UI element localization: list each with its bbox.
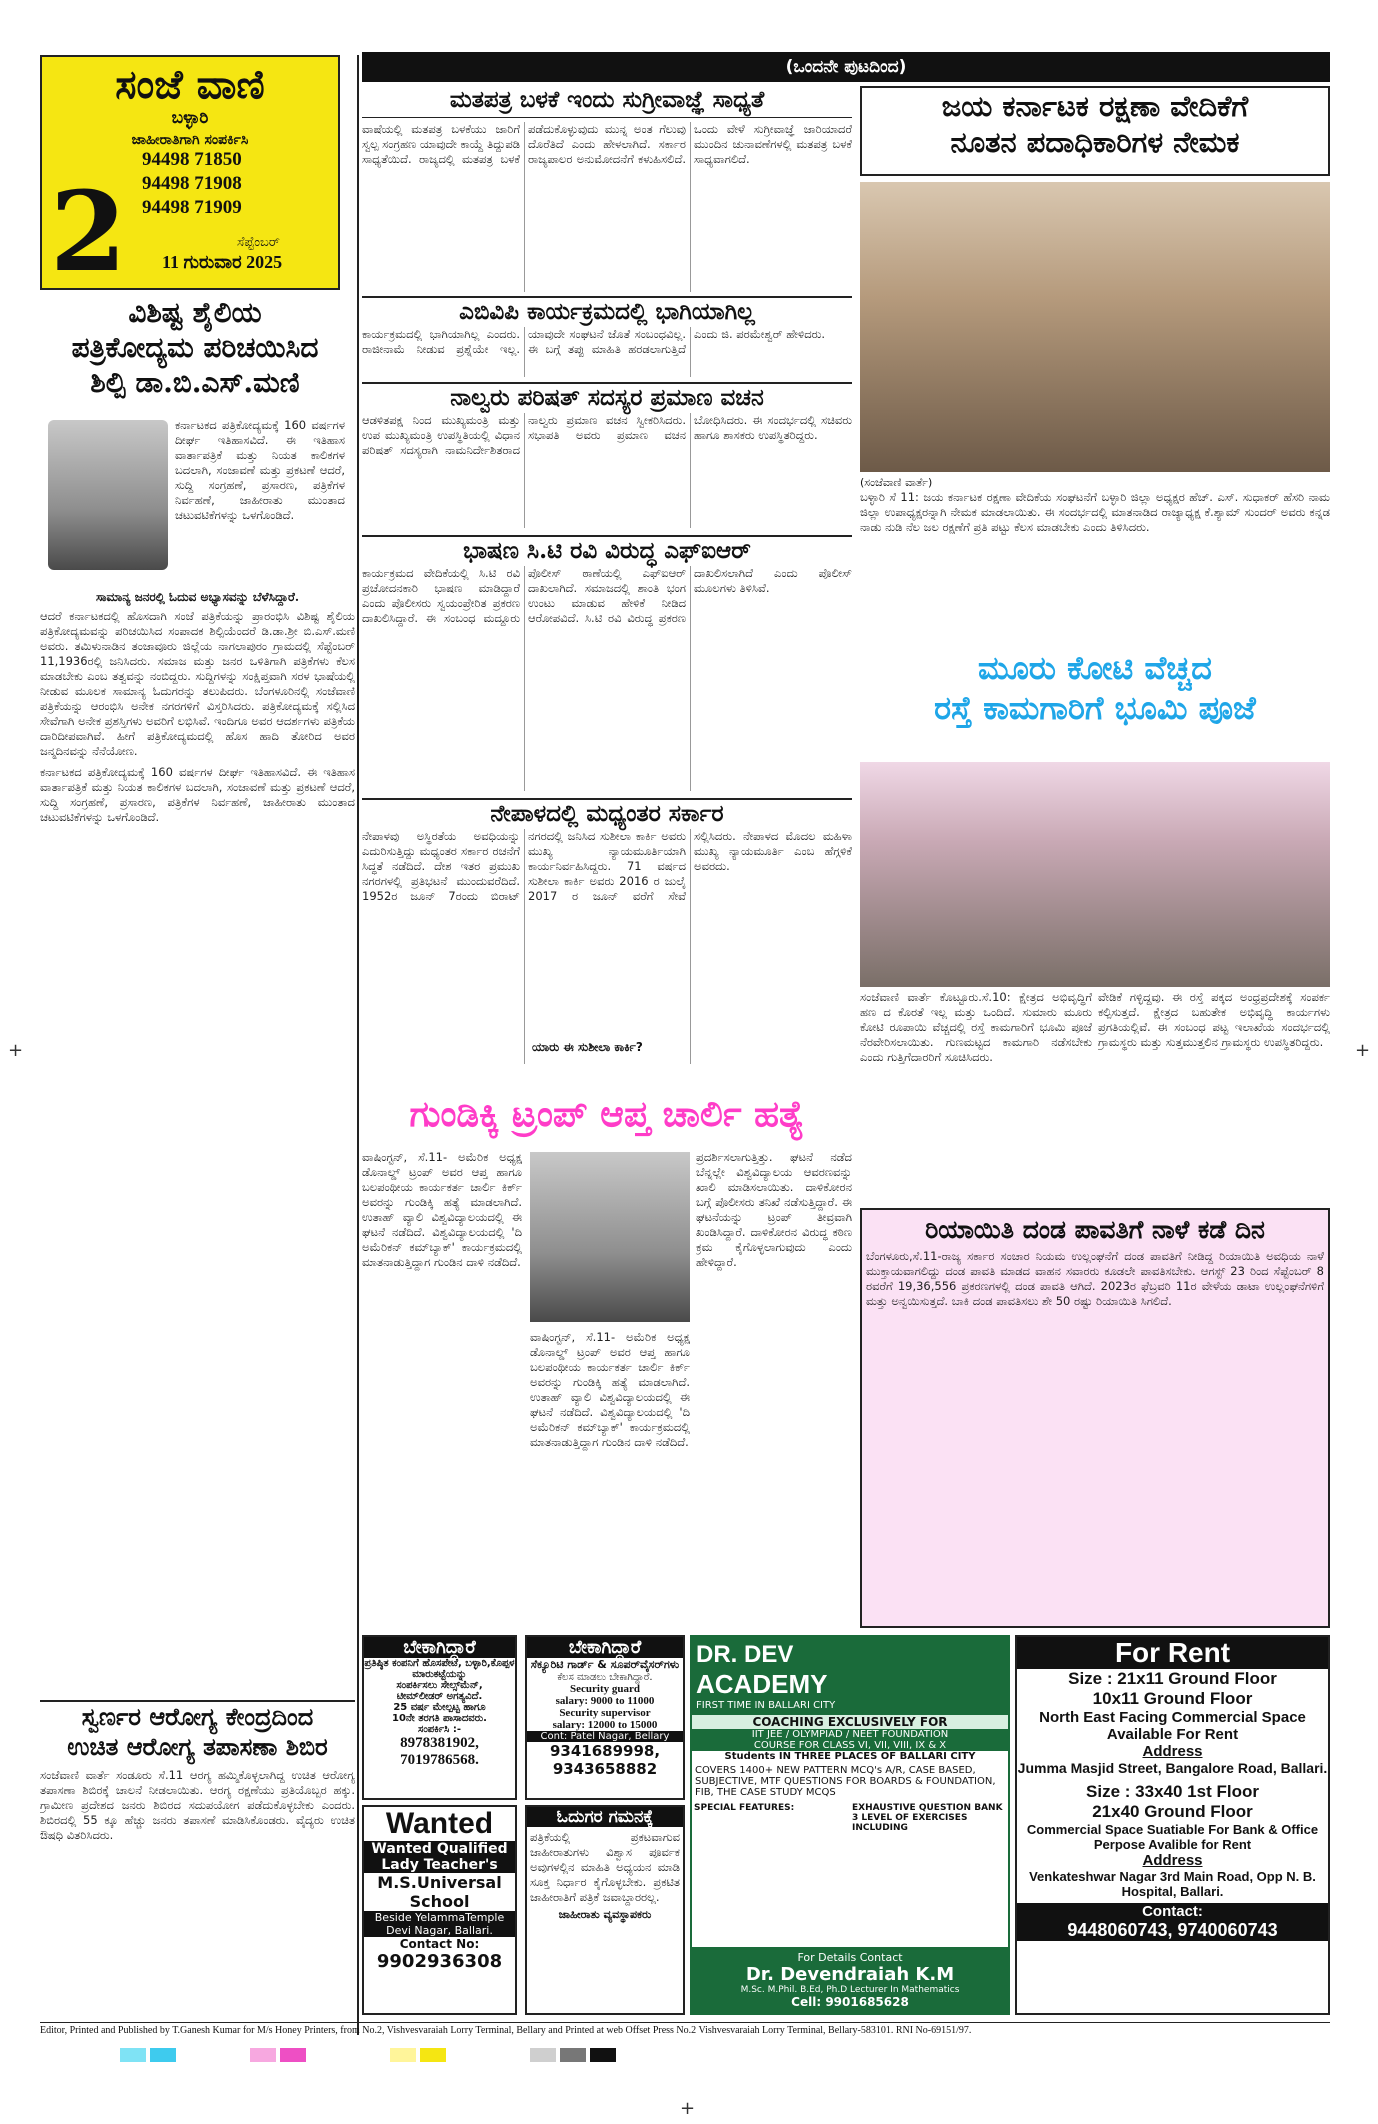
registration-mark-right: + xyxy=(1355,1040,1371,1061)
vote-headline: ಮತಪತ್ರ ಬಳಕೆ ಇಂದು ಸುಗ್ರೀವಾಜ್ಞೆ ಸಾಧ್ಯತೆ xyxy=(362,86,852,118)
academy-name-2: ACADEMY xyxy=(696,1669,828,1699)
portrait-photo xyxy=(48,420,168,570)
profile-subhead: ಸಾಮಾನ್ಯ ಜನರಲ್ಲಿ ಓದುವ ಅಭ್ಯಾಸವನ್ನು ಬೆಳೆಸಿದ್ದಾರೆ. xyxy=(95,590,300,604)
academy-covers: COVERS 1400+ NEW PATTERN MCQ's A/R, CASE BASED, SUBJECTIVE, MTF QUESTIONS FOR BOARDS & FOUNDATION, FIB, THE CASE STUDY MCQS xyxy=(695,1765,996,1798)
ad1-line6: ಸಂಪರ್ಕಿಸಿ :- xyxy=(418,1724,461,1735)
ad-academy xyxy=(690,1635,1010,2015)
oath-body: ಆಡಳಿತಪಕ್ಷ ನಿಂದ ಮುಖ್ಯಮಂತ್ರಿ ಮತ್ತು ಉಪ ಮುಖ್ಯಮಂತ್ರಿ ಉಪಸ್ಥಿತಿಯಲ್ಲಿ ವಿಧಾನ ಪರಿಷತ್ ಸದಸ್ಯರಾಗಿ ನಾಮನಿರ್ದೇಶಿತರಾದ ನಾಲ್ವರು ಪ್ರಮಾಣ ವಚನ ಸ್ವೀಕರಿಸಿದರು. ಸಭಾಪತಿ ಅವರು ಪ್ರಮಾಣ ವಚನ ಬೋಧಿಸಿದರು. ಈ ಸಂದರ್ಭದಲ್ಲಿ ಸಚಿವರು ಹಾಗೂ ಶಾಸಕರು ಉಪಸ್ಥಿತರಿದ್ದರು. xyxy=(362,412,852,457)
academy-cell: Cell: 9901685628 xyxy=(791,1995,909,2009)
ad-wanted-teachers xyxy=(362,1805,517,2015)
nepal-headline: ನೇಪಾಳದಲ್ಲಿ ಮಧ್ಯಂತರ ಸರ್ಕಾರ xyxy=(490,800,724,827)
color-bar-yellow-2 xyxy=(420,2048,446,2062)
ad2-line: ಕೆಲಸ ಮಾಡಲು ಬೇಕಾಗಿದ್ದಾರೆ. xyxy=(557,1672,653,1683)
krv-group-photo xyxy=(860,182,1330,472)
vote-article xyxy=(362,86,852,296)
krv-caption: (ಸಂಜೆವಾಣಿ ವಾರ್ತೆ) xyxy=(860,476,933,489)
ad3-contact-label: Contact No: xyxy=(399,1937,480,1951)
ad2-en-1: Security guard xyxy=(570,1683,640,1695)
krv-headline-block xyxy=(860,86,1330,176)
academy-course-1: IIT JEE / OLYMPIAD / NEET FOUNDATION xyxy=(692,1729,1008,1740)
ad-contact-label: ಜಾಹೀರಾತಿಗಾಗಿ ಸಂಪರ್ಕಿಸಿ xyxy=(131,132,249,148)
charlie-kirk-photo xyxy=(530,1152,690,1322)
rent-s3: 21x40 Ground Floor xyxy=(1092,1802,1253,1821)
trump-body-right: ಪ್ರದರ್ಶಿಸಲಾಗುತ್ತಿತ್ತು. ಘಟನೆ ನಡೆದ ಬೆನ್ನಲ್ಲೇ ವಿಶ್ವವಿದ್ಯಾಲಯ ಆವರಣವನ್ನು ಖಾಲಿ ಮಾಡಿಸಲಾಯಿತು. ದಾಳಿಕೋರನ ಬಗ್ಗೆ ಪೊಲೀಸರು ತನಿಖೆ ನಡೆಸುತ್ತಿದ್ದಾರೆ. ಈ ಘಟನೆಯನ್ನು ಟ್ರಂಪ್ ತೀವ್ರವಾಗಿ ಖಂಡಿಸಿದ್ದಾರೆ. ದಾಳಿಕೋರನ ವಿರುದ್ಧ ಕಠಿಣ ಕ್ರಮ ಕೈಗೊಳ್ಳಲಾಗುವುದು ಎಂದು ಹೇಳಿದ್ದಾರೆ. xyxy=(696,1150,852,1269)
profile-body-block xyxy=(40,590,355,1700)
ad2-en-3: Security supervisor xyxy=(559,1707,651,1719)
registration-mark-left: + xyxy=(8,1040,24,1061)
ad2-phone-1: 9341689998, xyxy=(549,1742,661,1760)
ad3-sub: Wanted Qualified Lady Teacher's xyxy=(364,1841,515,1873)
rent-l3: North East Facing Commercial Space Available For Rent xyxy=(1039,1709,1306,1743)
registration-mark-bottom: + xyxy=(680,2098,696,2119)
clinic-article xyxy=(40,1700,355,2025)
page-number: 2 xyxy=(50,167,127,296)
profile-body: ಆದರೆ ಕರ್ನಾಟಕದಲ್ಲಿ ಹೊಸದಾಗಿ ಸಂಜೆ ಪತ್ರಿಕೆಯನ್ನು ಪ್ರಾರಂಭಿಸಿ ವಿಶಿಷ್ಟ ಶೈಲಿಯ ಪತ್ರಿಕೋದ್ಯಮವನ್ನು ಪರಿಚಯಿಸಿದ ಸಂಪಾದಕ ಶಿಲ್ಪಿಯೆಂದರೆ ಡಿ.ಡಾ.ಶ್ರೀ ಬಿ.ಎಸ್.ಮಣಿ ಅವರು. ತಮಿಳುನಾಡಿನ ತಂಜಾವೂರು ಜಿಲ್ಲೆಯ ನಾಗಲಾಪುರಂ ಗ್ರಾಮದಲ್ಲಿ ಸೆಪ್ಟೆಂಬರ್ 11,1936ರಲ್ಲಿ ಜನಿಸಿದರು. ಸಮಾಜ ಮತ್ತು ಜನರ ಒಳಿತಿಗಾಗಿ ಪತ್ರಿಕೆಗಳು ಕೆಲಸ ಮಾಡಬೇಕು ಎಂಬ ತತ್ವವನ್ನು ನಂಬಿದ್ದರು. ಸುದ್ದಿಗಳನ್ನು ಸಂಕ್ಷಿಪ್ತವಾಗಿ ಸರಳ ಭಾಷೆಯಲ್ಲಿ ನೀಡುವ ಮೂಲಕ ಸಾಮಾನ್ಯ ಓದುಗರನ್ನು ತಲುಪಿದರು. ಬೆಂಗಳೂರಿನಲ್ಲಿ ಸಂಜೆವಾಣಿ ಪತ್ರಿಕೆಯನ್ನು ಆರಂಭಿಸಿ ಅನೇಕ ನಗರಗಳಿಗೆ ವಿಸ್ತರಿಸಿದರು. ಪತ್ರಿಕೋದ್ಯಮಕ್ಕೆ ಸಲ್ಲಿಸಿದ ಸೇವೆಗಾಗಿ ಅನೇಕ ಪ್ರಶಸ್ತಿಗಳು ಅವರಿಗೆ ಲಭಿಸಿವೆ. ಇಂದಿಗೂ ಅವರ ಆದರ್ಶಗಳು ಪತ್ರಿಕೆಯ ದಾರಿದೀಪವಾಗಿವೆ. ಹೀಗೆ ಪತ್ರಿಕೋದ್ಯಮದಲ್ಲಿ ಹೊಸ ಹಾದಿ ತೋರಿದ ಅವರ ಜನ್ಮದಿನವನ್ನು ನೆನೆಯೋಣ. xyxy=(40,609,355,758)
rent-addr-label-2: Address xyxy=(1142,1852,1203,1869)
ad-for-rent xyxy=(1015,1635,1330,2015)
rent-s4: Commercial Space Suatiable For Bank & Office Perpose Avalible for Rent xyxy=(1026,1822,1319,1852)
color-bar-black-3 xyxy=(590,2048,616,2062)
rent-l1: Size : 21x11 Ground Floor xyxy=(1068,1669,1277,1688)
color-bar-black-1 xyxy=(530,2048,556,2062)
trump-headline: ಗುಂಡಿಕ್ಕಿ ಟ್ರಂಪ್ ಆಪ್ತ ಚಾರ್ಲಿ ಹತ್ಯೆ xyxy=(409,1093,805,1135)
ad4-sign: ಜಾಹೀರಾತು ವ್ಯವಸ್ಥಾಪಕರು xyxy=(558,1908,652,1921)
color-bar-black-2 xyxy=(560,2048,586,2062)
ad-wanted-salesmen xyxy=(362,1635,517,1800)
krv-article xyxy=(860,476,1330,646)
rent-addr1: Jumma Masjid Street, Bangalore Road, Ballari. xyxy=(1017,1760,1328,1776)
academy-bank: EXHAUSTIVE QUESTION BANK 3 LEVEL OF EXERCISES INCLUDING xyxy=(852,1803,1003,1833)
masthead-month: ಸೆಪ್ಟೆಂಬರ್ xyxy=(237,235,280,250)
ad2-en-4: salary: 12000 to 15000 xyxy=(552,1719,658,1731)
ad2-title: ಬೇಕಾಗಿದ್ದಾರೆ xyxy=(527,1637,683,1658)
oath-headline: ನಾಲ್ವರು ಪರಿಷತ್ ಸದಸ್ಯರ ಪ್ರಮಾಣ ವಚನ xyxy=(450,384,764,411)
profile-headline-3: ಶಿಲ್ಪಿ ಡಾ.ಬಿ.ಎಸ್.ಮಣಿ xyxy=(90,366,300,399)
trump-body-left: ವಾಷಿಂಗ್ಟನ್, ಸೆ.11- ಅಮೆರಿಕ ಅಧ್ಯಕ್ಷ ಡೊನಾಲ್ಡ್ ಟ್ರಂಪ್ ಅವರ ಆಪ್ತ ಹಾಗೂ ಬಲಪಂಥೀಯ ಕಾರ್ಯಕರ್ತ ಚಾರ್ಲಿ ಕಿರ್ಕ್ ಅವರನ್ನು ಗುಂಡಿಕ್ಕಿ ಹತ್ಯೆ ಮಾಡಲಾಗಿದೆ. ಉತಾಹ್ ವ್ಯಾಲಿ ವಿಶ್ವವಿದ್ಯಾಲಯದಲ್ಲಿ ಈ ಘಟನೆ ನಡೆದಿದೆ. ವಿಶ್ವವಿದ್ಯಾಲಯದಲ್ಲಿ 'ದಿ ಅಮೆರಿಕನ್ ಕಮ್‌ಬ್ಯಾಕ್' ಕಾರ್ಯಕ್ರಮದಲ್ಲಿ ಮಾತನಾಡುತ್ತಿದ್ದಾಗ ಗುಂಡಿನ ದಾಳಿ ನಡೆದಿದೆ. xyxy=(362,1150,522,1269)
ad2-sub: ಸೆಕ್ಯೂರಿಟಿ ಗಾರ್ಡ್ & ಸೂಪರ್‌ವೈಸರ್‌ಗಳು xyxy=(530,1658,680,1671)
color-bar-magenta-1 xyxy=(250,2048,276,2062)
road-body-right: ವೇಡಿಕೆ ಗಳ್ಳಿದ್ದವು. ಈ ರಸ್ತೆ ಪಕ್ಕದ ಅಂಧ್ರಪ್ರದೇಶಕ್ಕೆ ಸಂಪರ್ಕ ಕಲ್ಪಿಸುತ್ತದೆ. ಕ್ಷೇತ್ರದ ಬಹುತೇಕ ಅಭಿವೃದ್ಧಿ ಕಾರ್ಯಗಳು ಪ್ರಗತಿಯಲ್ಲಿವೆ. ಈ ಸಂಬಂಧ ಪಟ್ಟ ಇಲಾಖೆಯ ಸಂದರ್ಭದಲ್ಲಿ ಗ್ರಾಮಸ್ಥರು ಮತ್ತು ಸುತ್ತಮುತ್ತಲಿನ ಗ್ರಾಮಸ್ಥರು ಉಪಸ್ಥಿತರಿದ್ದರು. xyxy=(1098,990,1330,1049)
ad4-title: ಓದುಗರ ಗಮನಕ್ಕೆ xyxy=(527,1807,683,1827)
ad1-phone: 8978381902, 7019786568. xyxy=(400,1735,479,1768)
road-headline-1: ಮೂರು ಕೋಟಿ ವೆಚ್ಚದ xyxy=(978,649,1212,687)
fir-article xyxy=(362,535,852,795)
color-bar-magenta-2 xyxy=(280,2048,306,2062)
ad2-phone-2: 9343658882 xyxy=(552,1760,658,1778)
ad1-line2: ಸಂಪರ್ಕಿಸಲು ಸೇಲ್ಸ್‌ಮೆನ್, xyxy=(396,1680,483,1691)
rent-title: For Rent xyxy=(1017,1637,1328,1669)
nepal-sidebar-label: ಯಾರು ಈ ಸುಶೀಲಾ ಕಾರ್ಕಿ? xyxy=(532,1040,643,1054)
rent-addr-label-1: Address xyxy=(1142,1743,1203,1760)
nepal-body: ನೇಪಾಳವು ಅಸ್ಥಿರತೆಯ ಅವಧಿಯನ್ನು ಎದುರಿಸುತ್ತಿದ್ದು ಮಧ್ಯಂತರ ಸರ್ಕಾರ ರಚನೆಗೆ ಸಿದ್ಧತೆ ನಡೆದಿದೆ. ದೇಶ ಇತರ ಪ್ರಮುಖ ನಗರಗಳಲ್ಲಿ ಪ್ರತಿಭಟನೆ ಮುಂದುವರೆದಿದೆ. 1952ರ ಜೂನ್ 7ರಂದು ಬಿರಾಟ್ ನಗರದಲ್ಲಿ ಜನಿಸಿದ ಸುಶೀಲಾ ಕಾರ್ಕಿ ಅವರು ಮುಖ್ಯ ನ್ಯಾಯಮೂರ್ತಿಯಾಗಿ ಕಾರ್ಯನಿರ್ವಹಿಸಿದ್ದರು. 71 ವರ್ಷದ ಸುಶೀಲಾ ಕಾರ್ಕಿ ಅವರು 2016 ರ ಜುಲೈ 2017 ರ ಜೂನ್ ವರೆಗೆ ಸೇವೆ ಸಲ್ಲಿಸಿದರು. ನೇಪಾಳದ ಮೊದಲ ಮಹಿಳಾ ಮುಖ್ಯ ನ್ಯಾಯಮೂರ್ತಿ ಎಂಬ ಹೆಗ್ಗಳಿಕೆ ಅವರದು. xyxy=(362,828,852,903)
profile-lead: ಕರ್ನಾಟಕದ ಪತ್ರಿಕೋದ್ಯಮಕ್ಕೆ 160 ವರ್ಷಗಳ ದೀರ್ಘ ಇತಿಹಾಸವಿದೆ. ಈ ಇತಿಹಾಸ ವಾರ್ತಾಪತ್ರಿಕೆ ಮತ್ತು ನಿಯತ ಕಾಲಿಕಗಳ ಬದಲಾಗಿ, ಸಂಜಾವಣೆ ಮತ್ತು ಪ್ರಕಟಣೆ ಆದರೆ, ಸುದ್ದಿ ಸಂಗ್ರಹಣೆ, ಪ್ರಸಾರಣ, ಪತ್ರಿಕೆಗಳ ನಿರ್ವಹಣೆ, ಜಾಹೀರಾತು ಮುಂತಾದ ಚಟುವಟಿಕೆಗಳನ್ನು ಒಳಗೊಂಡಿದೆ. xyxy=(175,418,345,522)
continued-banner: (ಒಂದನೇ ಪುಟದಿಂದ) xyxy=(362,52,1330,82)
fine-body: ಬೆಂಗಳೂರು,ಸೆ.11-ರಾಜ್ಯ ಸರ್ಕಾರ ಸಂಚಾರ ನಿಯಮ ಉಲ್ಲಂಘನೆಗೆ ದಂಡ ಪಾವತಿಗೆ ನೀಡಿದ್ದ ರಿಯಾಯಿತಿ ಅವಧಿಯ ನಾಳೆ ಮುಕ್ತಾಯವಾಗಲಿದ್ದು ದಂಡ ಪಾವತಿ ಮಾಡದ ವಾಹನ ಸವಾರರು ಕೂಡಲೇ ಪಾವತಿಸಬೇಕು. ಆಗಸ್ಟ್ 23 ರಿಂದ ಸೆಪ್ಟೆಂಬರ್ 8 ರವರೆಗೆ 19,36,556 ಪ್ರಕರಣಗಳಲ್ಲಿ ದಂಡ ಪಾವತಿ ಆಗಿದೆ. 2023ರ ಫೆಬ್ರವರಿ 11ರ ವೇಳೆಯ ಡಾಟಾ ಉಲ್ಲಂಘನೆಗಳಿಗೆ ಮತ್ತು ಅನ್ವಯಿಸುತ್ತದೆ. ಬಾಕಿ ದಂಡ ಪಾವತಿಸಲು ಶೇ 50 ರಷ್ಟು ರಿಯಾಯಿತಿ ಸಿಗಲಿದೆ. xyxy=(866,1249,1324,1309)
krv-headline-2: ನೂತನ ಪದಾಧಿಕಾರಿಗಳ ನೇಮಕ xyxy=(950,125,1240,160)
rent-l2: 10x11 Ground Floor xyxy=(1092,1689,1253,1708)
ad3-title: Wanted xyxy=(385,1807,494,1840)
academy-coaching: COACHING EXCLUSIVELY FOR xyxy=(692,1715,1008,1729)
trump-body-mid: ವಾಷಿಂಗ್ಟನ್, ಸೆ.11- ಅಮೆರಿಕ ಅಧ್ಯಕ್ಷ ಡೊನಾಲ್ಡ್ ಟ್ರಂಪ್ ಅವರ ಆಪ್ತ ಹಾಗೂ ಬಲಪಂಥೀಯ ಕಾರ್ಯಕರ್ತ ಚಾರ್ಲಿ ಕಿರ್ಕ್ ಅವರನ್ನು ಗುಂಡಿಕ್ಕಿ ಹತ್ಯೆ ಮಾಡಲಾಗಿದೆ. ಉತಾಹ್ ವ್ಯಾಲಿ ವಿಶ್ವವಿದ್ಯಾಲಯದಲ್ಲಿ ಈ ಘಟನೆ ನಡೆದಿದೆ. ವಿಶ್ವವಿದ್ಯಾಲಯದಲ್ಲಿ 'ದಿ ಅಮೆರಿಕನ್ ಕಮ್‌ಬ್ಯಾಕ್' ಕಾರ್ಯಕ್ರಮದಲ್ಲಿ ಮಾತನಾಡುತ್ತಿದ್ದಾಗ ಗುಂಡಿನ ದಾಳಿ ನಡೆದಿದೆ. xyxy=(530,1330,690,1449)
masthead xyxy=(40,55,340,296)
fine-article xyxy=(860,1208,1330,1628)
ad2-en-2: salary: 9000 to 11000 xyxy=(555,1695,655,1707)
ad1-line1: ಪ್ರತಿಷ್ಠಿತ ಕಂಪನಿಗೆ ಹೊಸಪೇಟೆ, ಬಳ್ಳಾರಿ,ಕೊಪ್ಪಳ ಮಾರುಕಟ್ಟೆಯನ್ನು xyxy=(364,1658,515,1680)
rent-contact: Contact: xyxy=(1017,1903,1328,1920)
vote-body: ವಾಷೆಯಲ್ಲಿ ಮತಪತ್ರ ಬಳಕೆಯು ಜಾರಿಗೆ ಸ್ವಲ್ಪ ಸಂಗ್ರಹಣ ಯಾವುದೇ ಕಾಯ್ದೆ ತಿದ್ದುಪಡಿ ಸಾಧ್ಯತೆಯಿದೆ. ರಾಜ್ಯದಲ್ಲಿ ಮತಪತ್ರ ಬಳಕೆ ಪಡೆದುಕೊಳ್ಳುವುದು ಮುನ್ನ ಅಂತ ಗೆಲುವು ದೊರೆತಿದೆ ಎಂದು ಹೇಳಲಾಗಿದೆ. ಸರ್ಕಾರ ರಾಜ್ಯಪಾಲರ ಅನುಮೋದನೆಗೆ ಕಳುಹಿಸಲಿದೆ. ಒಂದು ವೇಳೆ ಸುಗ್ರೀವಾಜ್ಞೆ ಜಾರಿಯಾದರೆ ಮುಂದಿನ ಚುನಾವಣೆಗಳಲ್ಲಿ ಮತಪತ್ರ ಬಳಕೆ ಸಾಧ್ಯವಾಗಲಿದೆ. xyxy=(362,121,852,166)
krv-body: ಬಳ್ಳಾರಿ ಸೆ 11: ಜಯ ಕರ್ನಾಟಕ ರಕ್ಷಣಾ ವೇದಿಕೆಯ ಸಂಘಟನೆಗೆ ಬಳ್ಳಾರಿ ಜಿಲ್ಲಾ ಅಧ್ಯಕ್ಷರ ಹೆಚ್. ಎಸ್. ಸುಧಾಕರ್ ಹೆಸರಿ ನಾಮ ಜಿಲ್ಲಾ ಉಪಾಧ್ಯಕ್ಷರನ್ನಾಗಿ ನೇಮಕ ಮಾಡಲಾಯಿತು. ಈ ಸಂದರ್ಭದಲ್ಲಿ ಮಾತನಾಡಿದ ರಾಜ್ಯಾಧ್ಯಕ್ಷ ಕೆ.ಶ್ಯಾಮ್ ಸುಂದರ್ ಅವರು ಕನ್ನಡ ನಾಡು ನುಡಿ ನೆಲ ಜಲ ರಕ್ಷಣೆಗೆ ಪ್ರತಿ ಪಟ್ಟು ಕೆಲಸ ಮಾಡಬೇಕು ಎಂದು ತಿಳಿಸಿದರು. xyxy=(860,490,1330,534)
ad1-line5: 10ನೇ ತರಗತಿ ಪಾಸಾದವರು. xyxy=(392,1713,487,1724)
ad3-school: M.S.Universal School xyxy=(377,1873,502,1911)
academy-name-1: DR. DEV xyxy=(696,1641,794,1668)
profile-headline-2: ಪತ್ರಿಕೋದ್ಯಮ ಪರಿಚಯಿಸಿದ xyxy=(71,331,319,364)
profile-headline-block xyxy=(40,295,350,415)
academy-details: For Details Contact xyxy=(797,1951,903,1964)
profile-body-cont: ಕರ್ನಾಟಕದ ಪತ್ರಿಕೋದ್ಯಮಕ್ಕೆ 160 ವರ್ಷಗಳ ದೀರ್ಘ ಇತಿಹಾಸವಿದೆ. ಈ ಇತಿಹಾಸ ವಾರ್ತಾಪತ್ರಿಕೆ ಮತ್ತು ನಿಯತ ಕಾಲಿಕಗಳ ಬದಲಾಗಿ, ಸಂಜಾವಣೆ ಮತ್ತು ಪ್ರಕಟಣೆ ಆದರೆ, ಸುದ್ದಿ ಸಂಗ್ರಹಣೆ, ಪ್ರಸಾರಣ, ಪತ್ರಿಕೆಗಳ ನಿರ್ವಹಣೆ, ಜಾಹೀರಾತು ಮುಂತಾದ ಚಟುವಟಿಕೆಗಳನ್ನು ಒಳಗೊಂಡಿದೆ. xyxy=(40,765,355,824)
masthead-logo: ಸಂಜೆ ವಾಣಿ xyxy=(115,61,265,108)
profile-headline-1: ವಿಶಿಷ್ಟ ಶೈಲಿಯ xyxy=(128,296,262,329)
fir-headline: ಭಾಷಣ ಸಿ.ಟಿ ರವಿ ವಿರುದ್ಧ ಎಫ್‌ಐಆರ್ xyxy=(463,537,751,564)
fir-body: ಕಾರ್ಯಕ್ರಮದ ವೇದಿಕೆಯಲ್ಲಿ ಸಿ.ಟಿ ರವಿ ಪ್ರಚೋದನಕಾರಿ ಭಾಷಣ ಮಾಡಿದ್ದಾರೆ ಎಂದು ಪೊಲೀಸರು ಸ್ವಯಂಪ್ರೇರಿತ ಪ್ರಕರಣ ದಾಖಲಿಸಿದ್ದಾರೆ. ಈ ಸಂಬಂಧ ಮದ್ದೂರು ಪೊಲೀಸ್ ಠಾಣೆಯಲ್ಲಿ ಎಫ್ಐಆರ್ ದಾಖಲಾಗಿದೆ. ಸಮಾಜದಲ್ಲಿ ಶಾಂತಿ ಭಂಗ ಉಂಟು ಮಾಡುವ ಹೇಳಿಕೆ ನೀಡಿದ ಆರೋಪವಿದೆ. ಸಿ.ಟಿ ರವಿ ವಿರುದ್ಧ ಪ್ರಕರಣ ದಾಖಲಿಸಲಾಗಿದೆ ಎಂದು ಪೊಲೀಸ್ ಮೂಲಗಳು ತಿಳಿಸಿವೆ. xyxy=(362,565,852,625)
rent-addr2: Venkateshwar Nagar 3rd Main Road, Opp N. B. Hospital, Ballari. xyxy=(1029,1869,1316,1899)
ad4-body: ಪತ್ರಿಕೆಯಲ್ಲಿ ಪ್ರಕಟವಾಗುವ ಜಾಹೀರಾತುಗಳು ವಿಶ್ವಾಸ ಪೂರ್ವಕ ಅವುಗಳಲ್ಲಿನ ಮಾಹಿತಿ ಅಧ್ಯಯನ ಮಾಡಿ ಸೂಕ್ತ ನಿರ್ಧಾರ ಕೈಗೊಳ್ಳಬೇಕು. ಪ್ರಕಟಿತ ಜಾಹೀರಾತಿಗೆ ಪತ್ರಿಕೆ ಜವಾಬ್ದಾರರಲ್ಲ. xyxy=(530,1830,680,1904)
ad1-title: ಬೇಕಾಗಿದ್ದಾರೆ xyxy=(364,1637,515,1658)
ad-readers-notice xyxy=(525,1805,685,2015)
clinic-headline-1: ಸ್ವರ್ಣರ ಆರೋಗ್ಯ ಕೇಂದ್ರದಿಂದ xyxy=(81,1702,314,1731)
abvp-article xyxy=(362,296,852,378)
ad2-en-5: Cont: Patel Nagar, Bellary xyxy=(527,1731,683,1742)
fine-headline: ರಿಯಾಯಿತಿ ದಂಡ ಪಾವತಿಗೆ ನಾಳೆ ಕಡೆ ದಿನ xyxy=(925,1215,1265,1244)
color-bar-cyan-1 xyxy=(120,2048,146,2062)
clinic-body: ಸಂಜೆವಾಣಿ ವಾರ್ತೆ ಸಂಡೂರು ಸೆ.11 ಆರಗ್ಯ ಹಮ್ಮಿಕೊಳ್ಳಲಾಗಿದ್ದ ಉಚಿತ ಆರೋಗ್ಯ ತಪಾಸಣಾ ಶಿಬಿರಕ್ಕೆ ಚಾಲನೆ ನೀಡಲಾಯಿತು. ಆರಗ್ಯ ರಕ್ಷಣೆಯು ಪ್ರತಿಯೊಬ್ಬರ ಹಕ್ಕು. ಗ್ರಾಮೀಣ ಪ್ರದೇಶದ ಜನರು ಶಿಬಿರದ ಸದುಪಯೋಗ ಪಡೆದುಕೊಳ್ಳಬೇಕು ಎಂದರು. ಶಿಬಿರದಲ್ಲಿ 55 ಕ್ಕೂ ಹೆಚ್ಚು ಜನರು ತಪಾಸಣೆ ಮಾಡಿಸಿಕೊಂಡರು. ವೈದ್ಯರು ಉಚಿತ ಔಷಧಿ ವಿತರಿಸಿದರು. xyxy=(40,1768,355,1842)
color-bar-cyan-2 xyxy=(150,2048,176,2062)
road-headline-block xyxy=(860,648,1330,758)
clinic-headline-2: ಉಚಿತ ಆರೋಗ್ಯ ತಪಾಸಣಾ ಶಿಬಿರ xyxy=(67,1732,328,1761)
phone-2: 94498 71908 xyxy=(142,173,242,194)
academy-teacher: Dr. Devendraiah K.M xyxy=(745,1964,955,1985)
ad1-line3: ಟೀಮ್‌ಲೀಡರ್ ಅಗತ್ಯವಿದೆ. xyxy=(396,1691,483,1702)
road-ceremony-photo xyxy=(860,762,1330,987)
academy-special: SPECIAL FEATURES: xyxy=(694,1803,795,1813)
masthead-city: ಬಳ್ಳಾರಿ xyxy=(171,108,209,128)
ad1-line4: 25 ವರ್ಷ ಮೇಲ್ಪಟ್ಟ ಹಾಗೂ xyxy=(393,1702,486,1713)
road-body-left: ಸಂಜೆವಾಣಿ ವಾರ್ತೆ ಕೊಟ್ಟೂರು.ಸೆ.10: ಕ್ಷೇತ್ರದ ಅಭಿವೃದ್ಧಿಗೆ ಹಣ ದ ಕೊರತೆ ಇಲ್ಲ ಮತ್ತು ಒಂದಿದೆ. ಸುಮಾರು ಮೂರು ಕೋಟಿ ರೂಪಾಯಿ ವೆಚ್ಚದಲ್ಲಿ ರಸ್ತೆ ಕಾಮಗಾರಿಗೆ ಭೂಮಿ ಪೂಜೆ ನೆರವೇರಿಸಲಾಯಿತು. ಗುಣಮಟ್ಟದ ಕಾಮಗಾರಿ ನಡೆಸಬೇಕು ಎಂದು ಗುತ್ತಿಗೆದಾರರಿಗೆ ಸೂಚಿಸಿದರು. xyxy=(860,990,1092,1064)
imprint-footer: Editor, Printed and Published by T.Ganesh Kumar for M/s Honey Printers, from No.2, Vishvesvaraiah Lorry Terminal, Bellary and Printed at web Offset Press No.2 Vishvesvaraiah Lorry Terminal, Bellary-583101. RNI No-69151/97. xyxy=(40,2022,1330,2040)
academy-first: FIRST TIME IN BALLARI CITY xyxy=(696,1700,836,1711)
phone-1: 94498 71850 xyxy=(142,149,242,170)
road-headline-2: ರಸ್ತೆ ಕಾಮಗಾರಿಗೆ ಭೂಮಿ ಪೂಜೆ xyxy=(934,689,1256,727)
ad3-addr: Beside YelammaTemple Devi Nagar, Ballari. xyxy=(364,1911,515,1937)
ad-wanted-security xyxy=(525,1635,685,1800)
krv-headline-1: ಜಯ ಕರ್ನಾಟಕ ರಕ್ಷಣಾ ವೇದಿಕೆಗೆ xyxy=(941,89,1249,123)
academy-students: Students IN THREE PLACES OF BALLARI CITY xyxy=(724,1751,976,1762)
oath-article xyxy=(362,382,852,532)
column-rule xyxy=(357,55,359,2035)
rent-phones: 9448060743, 9740060743 xyxy=(1017,1920,1328,1941)
trump-headline-block xyxy=(362,1092,852,1147)
color-bar-yellow-1 xyxy=(390,2048,416,2062)
abvp-headline: ಎಬಿವಿಪಿ ಕಾರ್ಯಕ್ರಮದಲ್ಲಿ ಭಾಗಿಯಾಗಿಲ್ಲ xyxy=(459,298,755,325)
nepal-article xyxy=(362,798,852,1088)
phone-3: 94498 71909 xyxy=(142,197,242,218)
masthead-date: 11 ಗುರುವಾರ 2025 xyxy=(162,252,283,272)
academy-qual: M.Sc. M.Phil. B.Ed, Ph.D Lecturer In Mathematics xyxy=(740,1985,960,1995)
academy-course-2: COURSE FOR CLASS VI, VII, VIII, IX & X xyxy=(692,1740,1008,1751)
ad3-phone: 9902936308 xyxy=(376,1951,503,1972)
rent-s2: Size : 33x40 1st Floor xyxy=(1086,1782,1259,1801)
abvp-body: ಕಾರ್ಯಕ್ರಮದಲ್ಲಿ ಭಾಗಿಯಾಗಿಲ್ಲ ಎಂದರು. ರಾಜೀನಾಮೆ ನೀಡುವ ಪ್ರಶ್ನೆಯೇ ಇಲ್ಲ. ಯಾವುದೇ ಸಂಘಟನೆ ಜೊತೆ ಸಂಬಂಧವಿಲ್ಲ. ಈ ಬಗ್ಗೆ ತಪ್ಪು ಮಾಹಿತಿ ಹರಡಲಾಗುತ್ತಿದೆ ಎಂದು ಜಿ. ಪರಮೇಶ್ವರ್ ಹೇಳಿದರು. xyxy=(362,326,826,356)
